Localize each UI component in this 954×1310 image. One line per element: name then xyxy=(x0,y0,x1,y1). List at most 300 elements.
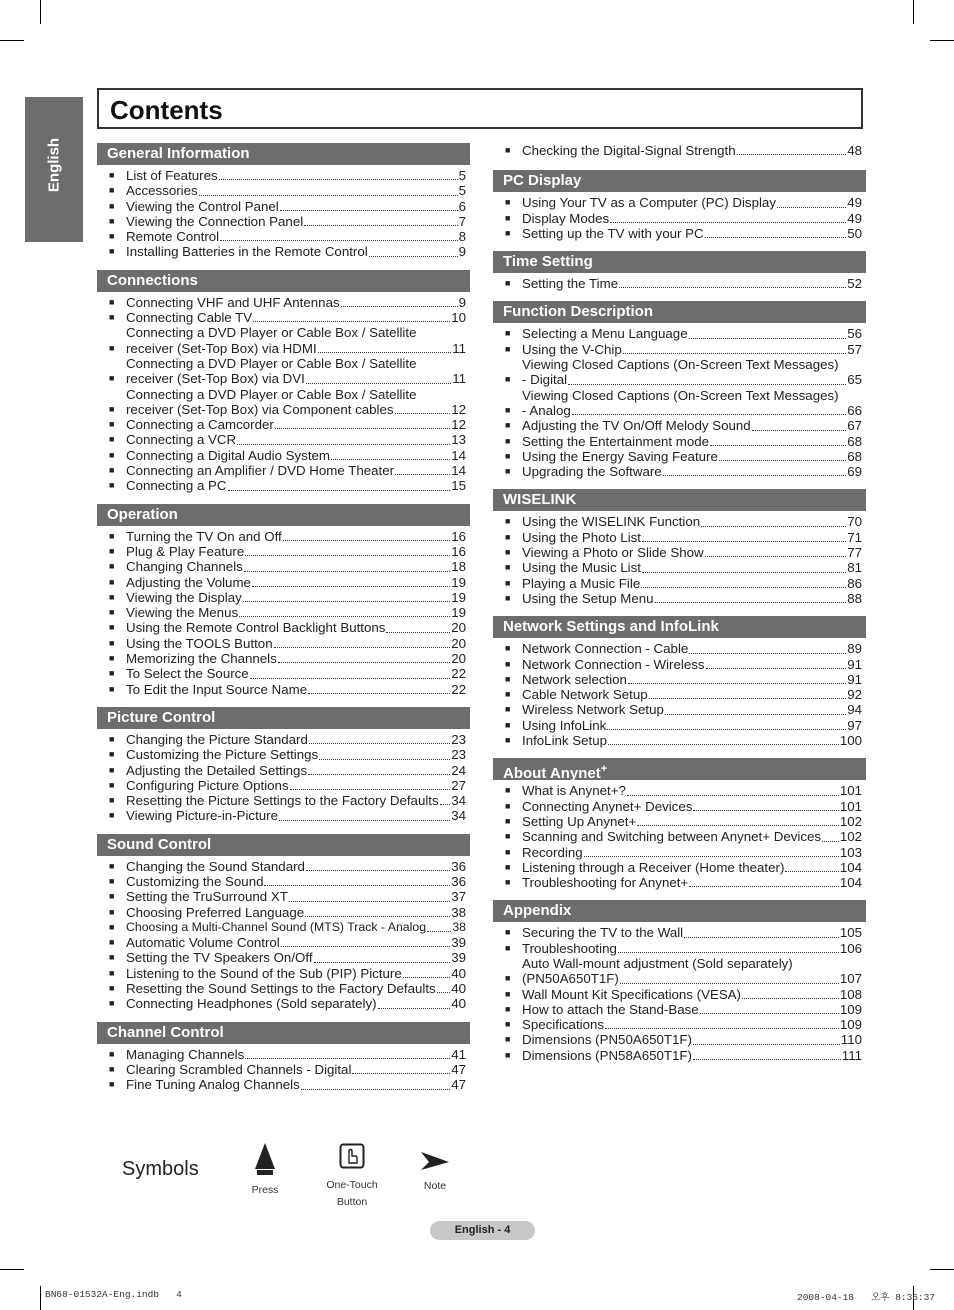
toc-entry-text: Resetting the Sound Settings to the Factory Defaults xyxy=(126,981,436,997)
toc-entry-text: Upgrading the Software xyxy=(522,464,662,480)
toc-entry-text-cont: receiver (Set-Top Box) via HDMI xyxy=(126,340,317,356)
toc-entry-line xyxy=(522,941,862,956)
dot-leader xyxy=(785,871,838,872)
toc-entry-text: Setting Up Anynet+ xyxy=(522,813,637,829)
toc-entry-body xyxy=(126,183,470,198)
bullet-icon: ■ xyxy=(109,296,115,307)
bullet-icon: ■ xyxy=(109,576,115,587)
toc-page-number: 16 xyxy=(451,543,466,559)
toc-entry xyxy=(493,449,866,464)
bullet-icon: ■ xyxy=(505,785,511,796)
bullet-icon: ■ xyxy=(505,1034,511,1045)
toc-entry-line xyxy=(126,544,466,559)
toc-entry-text: Remote Control xyxy=(126,229,220,245)
toc-entry-body xyxy=(522,560,866,575)
toc-entry-body xyxy=(126,310,470,325)
toc-entry-line xyxy=(126,666,466,681)
note-symbol xyxy=(416,1150,454,1195)
toc-page-number: 65 xyxy=(847,372,862,388)
bullet-icon: ■ xyxy=(109,860,115,871)
toc-entry-body xyxy=(522,845,866,860)
toc-entry-text: Adjusting the Detailed Settings xyxy=(126,762,308,778)
section-heading-text: Sound Control xyxy=(107,835,212,853)
toc-entry-body xyxy=(522,1017,866,1032)
dot-leader xyxy=(309,743,450,744)
section-heading xyxy=(493,900,866,922)
toc-entry-body xyxy=(126,620,470,635)
toc-entry-line xyxy=(522,702,862,717)
bullet-icon: ■ xyxy=(109,170,115,180)
toc-entry-body xyxy=(522,143,866,158)
section-heading-text: Picture Control xyxy=(107,708,216,726)
toc-entry-line xyxy=(522,814,862,829)
toc-entry-text: Changing the Sound Standard xyxy=(126,858,305,874)
press-symbol xyxy=(248,1143,282,1199)
toc-entry-line xyxy=(522,576,862,591)
section-heading-text: Connections xyxy=(107,271,198,289)
toc-entry-line xyxy=(126,1047,466,1062)
toc-entry xyxy=(493,1048,866,1063)
toc-page-number: 9 xyxy=(458,244,466,260)
dot-leader xyxy=(306,870,450,871)
bullet-icon: ■ xyxy=(109,434,115,445)
toc-page-number: 20 xyxy=(451,635,466,651)
toc-entry-body xyxy=(126,1077,470,1092)
toc-entry xyxy=(97,874,470,889)
bullet-icon: ■ xyxy=(505,577,511,588)
bullet-icon: ■ xyxy=(505,1019,511,1030)
section-heading xyxy=(97,834,470,856)
toc-loose-entry xyxy=(493,143,866,158)
toc-entry-line xyxy=(126,732,466,747)
toc-entry-line xyxy=(126,859,466,874)
toc-page-number: 19 xyxy=(451,589,466,605)
dot-leader xyxy=(693,1059,841,1060)
dot-leader xyxy=(244,571,450,572)
toc-entry-line xyxy=(126,559,466,574)
toc-entry-line xyxy=(126,448,466,463)
toc-entry-line xyxy=(522,799,862,814)
dot-leader xyxy=(243,601,450,602)
dot-leader xyxy=(318,352,452,353)
toc-entry-line xyxy=(522,1017,862,1032)
dot-leader xyxy=(228,490,451,491)
toc-entry-text: Customizing the Picture Settings xyxy=(126,747,319,763)
section-heading-text: Network Settings and InfoLink xyxy=(503,618,719,636)
toc-page-number: 77 xyxy=(847,545,862,561)
dot-leader xyxy=(239,616,450,617)
toc-entry-text: What is Anynet+? xyxy=(522,783,626,799)
toc-entry-line xyxy=(522,403,862,418)
toc-page-number: 39 xyxy=(451,935,466,951)
toc-entry xyxy=(97,996,470,1011)
toc-entry xyxy=(493,718,866,733)
dot-leader xyxy=(275,428,450,429)
toc-entry xyxy=(97,295,470,310)
toc-entry xyxy=(97,889,470,904)
toc-entry-line xyxy=(522,530,862,545)
toc-entry xyxy=(493,560,866,575)
toc-entry-body xyxy=(522,211,866,226)
bullet-icon: ■ xyxy=(505,227,511,238)
bullet-icon: ■ xyxy=(505,973,511,984)
toc-entry-line xyxy=(522,591,862,606)
toc-page-number: 86 xyxy=(847,575,862,591)
toc-entry xyxy=(493,195,866,210)
toc-entry-body xyxy=(126,356,470,387)
toc-entry-body xyxy=(126,682,470,697)
section-heading xyxy=(493,616,866,638)
toc-entry-body xyxy=(126,1047,470,1062)
dot-leader xyxy=(655,602,847,603)
toc-entry-line xyxy=(522,718,862,733)
toc-page-number: 19 xyxy=(451,605,466,621)
bullet-icon: ■ xyxy=(505,658,511,669)
toc-entry xyxy=(97,168,470,183)
dot-leader xyxy=(378,1008,451,1009)
toc-entry-line xyxy=(126,905,466,920)
dot-leader xyxy=(278,662,450,663)
toc-entry-text: Listening through a Receiver (Home theater) xyxy=(522,859,785,875)
toc-entry xyxy=(97,387,470,418)
crop-mark xyxy=(930,40,954,41)
toc-entry xyxy=(493,576,866,591)
toc-entry-text: Wireless Network Setup xyxy=(522,702,664,718)
toc-page-number: 27 xyxy=(451,777,466,793)
section-heading xyxy=(97,1022,470,1044)
toc-entry-body xyxy=(522,434,866,449)
toc-entry xyxy=(97,651,470,666)
bullet-icon: ■ xyxy=(505,815,511,826)
toc-entry-line xyxy=(126,966,466,981)
toc-page-number: 5 xyxy=(458,183,466,199)
toc-entry-body xyxy=(126,996,470,1011)
bullet-icon: ■ xyxy=(109,561,115,572)
toc-entry-body xyxy=(522,672,866,687)
toc-page-number: 40 xyxy=(451,965,466,981)
section-heading xyxy=(97,143,470,165)
toc-entry-line xyxy=(126,935,466,950)
section-heading-text: WISELINK xyxy=(503,491,577,509)
toc-page-number: 6 xyxy=(458,198,466,214)
toc-entry-body xyxy=(126,559,470,574)
toc-entry xyxy=(493,687,866,702)
toc-page-number: 50 xyxy=(847,225,862,241)
toc-entry-line xyxy=(126,1077,466,1092)
toc-page-number: 9 xyxy=(458,294,466,310)
toc-entry-line xyxy=(522,545,862,560)
toc-page-number: 49 xyxy=(847,210,862,226)
toc-entry xyxy=(97,747,470,762)
dot-leader xyxy=(710,445,846,446)
language-side-tab xyxy=(25,97,83,242)
toc-entry-body xyxy=(522,941,866,956)
dot-leader xyxy=(689,886,839,887)
toc-entry-text: Configuring Picture Options xyxy=(126,777,289,793)
toc-page-number: 91 xyxy=(847,671,862,687)
dot-leader xyxy=(619,287,846,288)
bullet-icon: ■ xyxy=(505,420,511,431)
toc-entry-line xyxy=(126,244,466,259)
toc-entry-text: Connecting Headphones (Sold separately) xyxy=(126,996,377,1012)
toc-page-number: 34 xyxy=(451,808,466,824)
bullet-icon: ■ xyxy=(109,891,115,902)
section-heading-sup: + xyxy=(600,763,608,776)
toc-entry-text: Managing Channels xyxy=(126,1046,245,1062)
section-heading-text: Function Description xyxy=(503,303,653,321)
toc-entry-body xyxy=(126,636,470,651)
toc-entry xyxy=(97,575,470,590)
toc-page-number: 68 xyxy=(847,448,862,464)
bullet-icon: ■ xyxy=(505,719,511,730)
note-icon xyxy=(419,1150,451,1172)
toc-entry-text: To Edit the Input Source Name xyxy=(126,681,308,697)
toc-entry-text: Auto Wall-mount adjustment (Sold separately) xyxy=(522,955,793,971)
dot-leader xyxy=(281,946,450,947)
note-label: Note xyxy=(423,1180,447,1192)
bullet-icon: ■ xyxy=(109,545,115,556)
dot-leader xyxy=(618,952,839,953)
toc-entry-text: Choosing Preferred Language xyxy=(126,904,305,920)
toc-entry-body xyxy=(126,605,470,620)
toc-entry-text: Listening to the Sound of the Sub (PIP) Picture xyxy=(126,965,402,981)
dot-leader xyxy=(290,789,451,790)
dot-leader xyxy=(641,587,846,588)
dot-leader xyxy=(264,885,450,886)
toc-entry-line xyxy=(522,514,862,529)
bullet-icon: ■ xyxy=(109,952,115,963)
section-items xyxy=(97,856,470,1012)
toc-entry-line xyxy=(522,657,862,672)
crop-mark xyxy=(913,0,914,24)
toc-entry xyxy=(97,356,470,387)
bullet-icon: ■ xyxy=(505,689,511,700)
toc-entry-line xyxy=(522,845,862,860)
section-items xyxy=(97,526,470,697)
toc-entry xyxy=(97,214,470,229)
toc-page-number: 101 xyxy=(839,798,862,814)
toc-entry-body xyxy=(522,449,866,464)
toc-entry-body xyxy=(522,388,866,419)
dot-leader xyxy=(689,338,847,339)
toc-entry-body xyxy=(126,935,470,950)
toc-entry xyxy=(97,590,470,605)
toc-entry xyxy=(493,530,866,545)
toc-entry xyxy=(493,326,866,341)
section-heading xyxy=(493,489,866,511)
toc-entry-text: Connecting an Amplifier / DVD Home Theater xyxy=(126,463,395,479)
dot-leader xyxy=(369,256,458,257)
toc-entry-line xyxy=(126,432,466,447)
toc-entry-body xyxy=(126,244,470,259)
toc-entry xyxy=(97,620,470,635)
toc-entry-body xyxy=(126,950,470,965)
toc-entry-body xyxy=(126,575,470,590)
toc-entry-body xyxy=(126,889,470,904)
dot-leader xyxy=(584,856,839,857)
toc-entry-text: Using the Setup Menu xyxy=(522,590,654,606)
toc-page-number: 15 xyxy=(451,478,466,494)
toc-entry-text: Viewing the Control Panel xyxy=(126,198,279,214)
dot-leader xyxy=(689,653,846,654)
section-items xyxy=(97,165,470,260)
bullet-icon: ■ xyxy=(505,846,511,857)
bullet-icon: ■ xyxy=(505,673,511,684)
crop-mark xyxy=(0,1269,24,1270)
section-heading xyxy=(97,270,470,292)
toc-entry xyxy=(97,605,470,620)
toc-entry-text: InfoLink Setup xyxy=(522,733,608,749)
toc-page-number: 102 xyxy=(839,813,862,829)
toc-entry-line xyxy=(126,889,466,904)
toc-entry-body xyxy=(522,925,866,940)
toc-page-number: 19 xyxy=(451,574,466,590)
toc-entry xyxy=(97,432,470,447)
toc-entry xyxy=(97,778,470,793)
bullet-icon: ■ xyxy=(109,200,115,211)
toc-page-number: 52 xyxy=(847,276,862,292)
toc-entry-text: Setting the TV Speakers On/Off xyxy=(126,950,313,966)
bullet-icon: ■ xyxy=(505,328,511,339)
toc-entry-text: Dimensions (PN58A650T1F) xyxy=(522,1047,692,1063)
dot-leader xyxy=(437,992,451,993)
footer-file-name: BN68-01532A-Eng.indb 4 xyxy=(45,1289,182,1300)
toc-entry xyxy=(97,417,470,432)
toc-entry-text: Using the WISELINK Function xyxy=(522,514,701,530)
toc-entry xyxy=(493,702,866,717)
dot-leader xyxy=(245,1058,450,1059)
bullet-icon: ■ xyxy=(109,480,115,491)
toc-entry-text: Connecting VHF and UHF Antennas xyxy=(126,294,340,310)
toc-entry-line xyxy=(126,920,466,935)
bullet-icon: ■ xyxy=(109,1079,115,1090)
toc-page-number: 103 xyxy=(839,844,862,860)
toc-entry-line xyxy=(522,672,862,687)
toc-entry-line xyxy=(522,326,862,341)
toc-entry-body xyxy=(522,342,866,357)
dot-leader xyxy=(605,1028,839,1029)
toc-entry-text: Selecting a Menu Language xyxy=(522,326,688,342)
toc-entry-body xyxy=(126,859,470,874)
toc-entry xyxy=(493,226,866,241)
toc-entry-text: Viewing Closed Captions (On-Screen Text Messages) xyxy=(522,357,839,373)
section-items xyxy=(97,292,470,494)
bullet-icon: ■ xyxy=(109,906,115,917)
toc-entry-text: Automatic Volume Control xyxy=(126,935,280,951)
page-title: Contents xyxy=(110,95,223,125)
toc-entry-body xyxy=(522,464,866,479)
toc-entry-text-cont: (PN50A650T1F) xyxy=(522,971,619,987)
section-items xyxy=(493,638,866,748)
dot-leader xyxy=(306,383,451,384)
toc-entry-line xyxy=(126,199,466,214)
section-heading-text: Operation xyxy=(107,505,178,523)
toc-entry xyxy=(493,211,866,226)
toc-entry xyxy=(97,732,470,747)
section-heading-text: Channel Control xyxy=(107,1023,224,1041)
toc-entry-body xyxy=(126,981,470,996)
toc-entry-text: Turning the TV On and Off xyxy=(126,528,282,544)
toc-page-number: 111 xyxy=(841,1047,862,1063)
toc-entry xyxy=(493,357,866,388)
bullet-icon: ■ xyxy=(109,921,115,932)
toc-entry-line xyxy=(126,605,466,620)
bullet-icon: ■ xyxy=(109,998,115,1009)
toc-entry-line xyxy=(522,143,862,158)
bullet-icon: ■ xyxy=(505,643,511,654)
toc-entry-text: Recording xyxy=(522,844,583,860)
toc-section xyxy=(493,758,866,890)
toc-page-number: 102 xyxy=(839,829,862,845)
toc-page-number: 40 xyxy=(451,981,466,997)
toc-entry-text: Setting the Time xyxy=(522,276,619,292)
right-column xyxy=(493,143,866,1073)
bullet-icon: ■ xyxy=(109,403,115,414)
dot-leader xyxy=(706,668,847,669)
toc-section xyxy=(97,143,470,260)
dot-leader xyxy=(649,698,847,699)
toc-entry-body xyxy=(126,529,470,544)
toc-entry xyxy=(493,875,866,890)
toc-entry-line xyxy=(126,808,466,823)
toc-entry xyxy=(493,464,866,479)
bullet-icon: ■ xyxy=(109,875,115,886)
toc-page-number: 13 xyxy=(451,432,466,448)
toc-entry xyxy=(97,529,470,544)
crop-mark xyxy=(930,1269,954,1270)
toc-entry-text: Using the Energy Saving Feature xyxy=(522,448,718,464)
section-items xyxy=(97,1044,470,1093)
toc-entry-text: Cable Network Setup xyxy=(522,687,648,703)
toc-entry-text-cont: receiver (Set-Top Box) via Component cables xyxy=(126,401,394,417)
toc-entry-body xyxy=(522,702,866,717)
toc-entry-line xyxy=(126,778,466,793)
one-touch-button-icon xyxy=(339,1143,365,1169)
toc-entry-line xyxy=(126,295,466,310)
toc-entry-line xyxy=(522,372,862,387)
bullet-icon: ■ xyxy=(109,622,115,633)
toc-entry xyxy=(97,763,470,778)
toc-entry-text: Using the V-Chip xyxy=(522,341,622,357)
dot-leader xyxy=(701,526,846,527)
toc-page-number: 23 xyxy=(451,747,466,763)
bullet-icon: ■ xyxy=(505,942,511,953)
toc-entry-text: Viewing Picture-in-Picture xyxy=(126,808,278,824)
toc-entry-text: Network Connection - Wireless xyxy=(522,656,705,672)
dot-leader xyxy=(331,459,450,460)
toc-section xyxy=(493,900,866,1063)
bullet-icon: ■ xyxy=(505,278,511,289)
toc-entry-line xyxy=(126,651,466,666)
toc-page-number: 110 xyxy=(840,1032,862,1048)
section-items xyxy=(493,273,866,291)
toc-page-number: 56 xyxy=(847,326,862,342)
bullet-icon: ■ xyxy=(109,231,115,242)
section-heading-text: PC Display xyxy=(503,172,582,190)
toc-entry-line xyxy=(522,687,862,702)
toc-page-number: 47 xyxy=(451,1061,466,1077)
toc-entry-line xyxy=(126,981,466,996)
toc-entry-text: Installing Batteries in the Remote Control xyxy=(126,244,368,260)
section-items xyxy=(493,780,866,890)
toc-entry-body xyxy=(522,829,866,844)
toc-entry-text: How to attach the Stand-Base xyxy=(522,1001,699,1017)
dot-leader xyxy=(627,795,839,796)
toc-entry xyxy=(97,666,470,681)
toc-entry-body xyxy=(522,326,866,341)
section-heading xyxy=(97,707,470,729)
toc-page-number: 109 xyxy=(839,1001,862,1017)
